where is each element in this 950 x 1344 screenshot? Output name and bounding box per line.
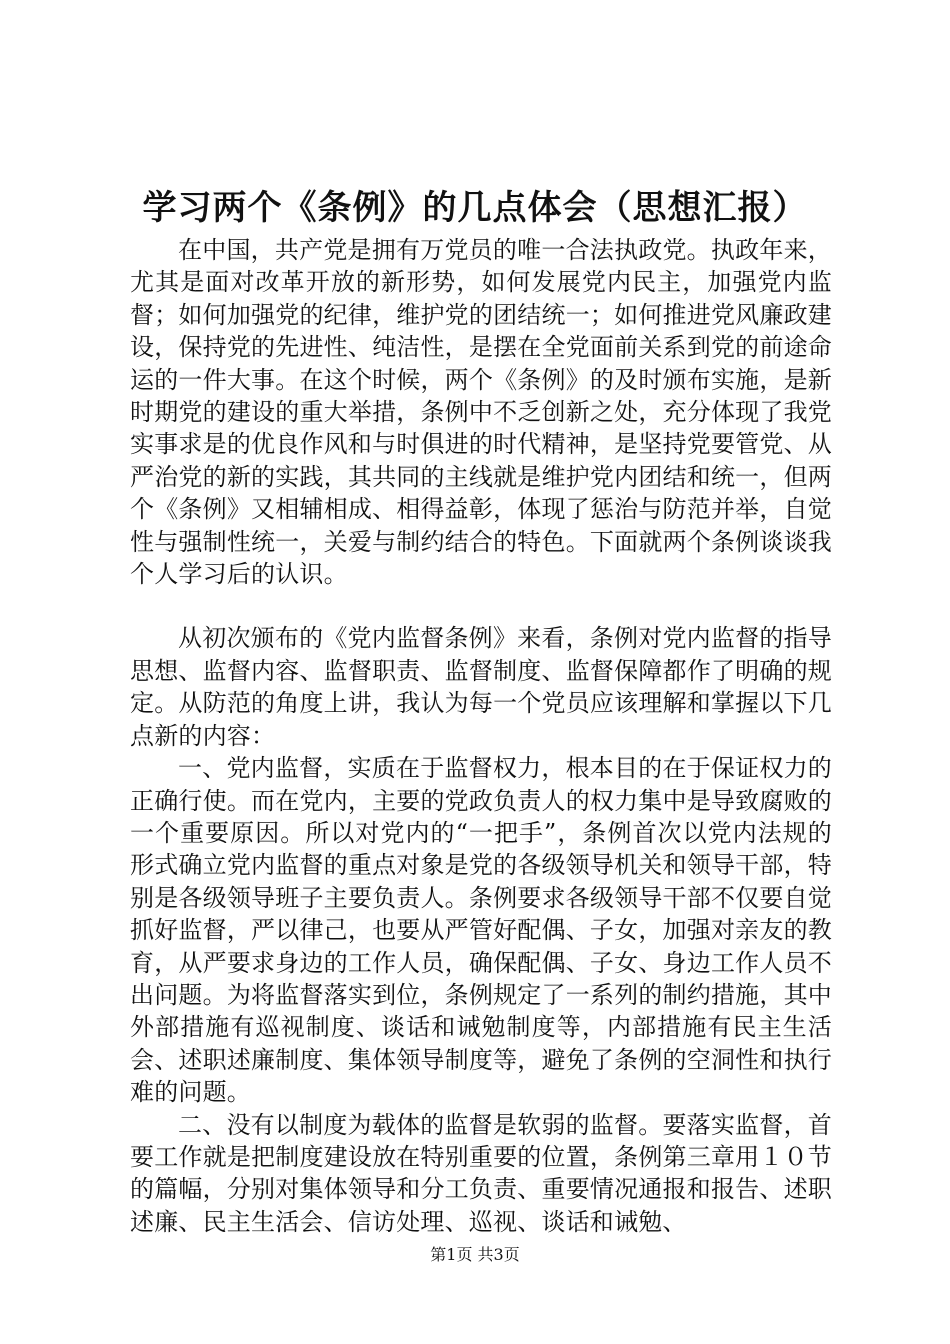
- paragraph-intro: 在中国，共产党是拥有万党员的唯一合法执政党。执政年来，尤其是面对改革开放的新形势，如何发展党内民主，加强党内监督；如何加强党的纪律，维护党的团结统一；如何推进党风廉政建设，保持党的先进性、纯洁性，是摆在全党面前关系到党的前途命运的一件大事。在这个时候，两个《条例》的及时颁布实施，是新时期党的建设的重大举措，条例中不乏创新之处，充分体现了我党实事求是的优良作风和与时俱进的时代精神，是坚持党要管党、从严治党的新的实践，其共同的主线就是维护党内团结和统一，但两个《条例》又相辅相成、相得益彰，体现了惩治与防范并举，自觉性与强制性统一，关爱与制约结合的特色。下面就两个条例谈谈我个人学习后的认识。: [130, 236, 832, 589]
- document-body: [130, 234, 832, 1238]
- document-title: 学习两个《条例》的几点体会（思想汇报）: [142, 188, 808, 228]
- paragraph-supervision-overview: 从初次颁布的《党内监督条例》来看，条例对党内监督的指导思想、监督内容、监督职责、监督制度、监督保障都作了明确的规定。从防范的角度上讲，我认为每一个党员应该理解和掌握以下几点新的内容：: [130, 624, 832, 750]
- page-number-footer: 第1页 共3页: [430, 1245, 520, 1264]
- paragraph-point-one: 一、党内监督，实质在于监督权力，根本目的在于保证权力的正确行使。而在党内，主要的党政负责人的权力集中是导致腐败的一个重要原因。所以对党内的“一把手”，条例首次以党内法规的形式确立党内监督的重点对象是党的各级领导机关和领导干部，特别是各级领导班子主要负责人。条例要求各级领导干部不仅要自觉抓好监督，严以律己，也要从严管好配偶、子女，加强对亲友的教育，从严要求身边的工作人员，确保配偶、子女、身边工作人员不出问题。为将监督落实到位，条例规定了一系列的制约措施，其中外部措施有巡视制度、谈话和诫勉制度等，内部措施有民主生活会、述职述廉制度、集体领导制度等，避免了条例的空洞性和执行难的问题。: [130, 754, 832, 1107]
- paragraph-point-two: 二、没有以制度为载体的监督是软弱的监督。要落实监督，首要工作就是把制度建设放在特别重要的位置，条例第三章用１０节的篇幅，分别对集体领导和分工负责、重要情况通报和报告、述职述廉、民主生活会、信访处理、巡视、谈话和诫勉、: [130, 1110, 832, 1236]
